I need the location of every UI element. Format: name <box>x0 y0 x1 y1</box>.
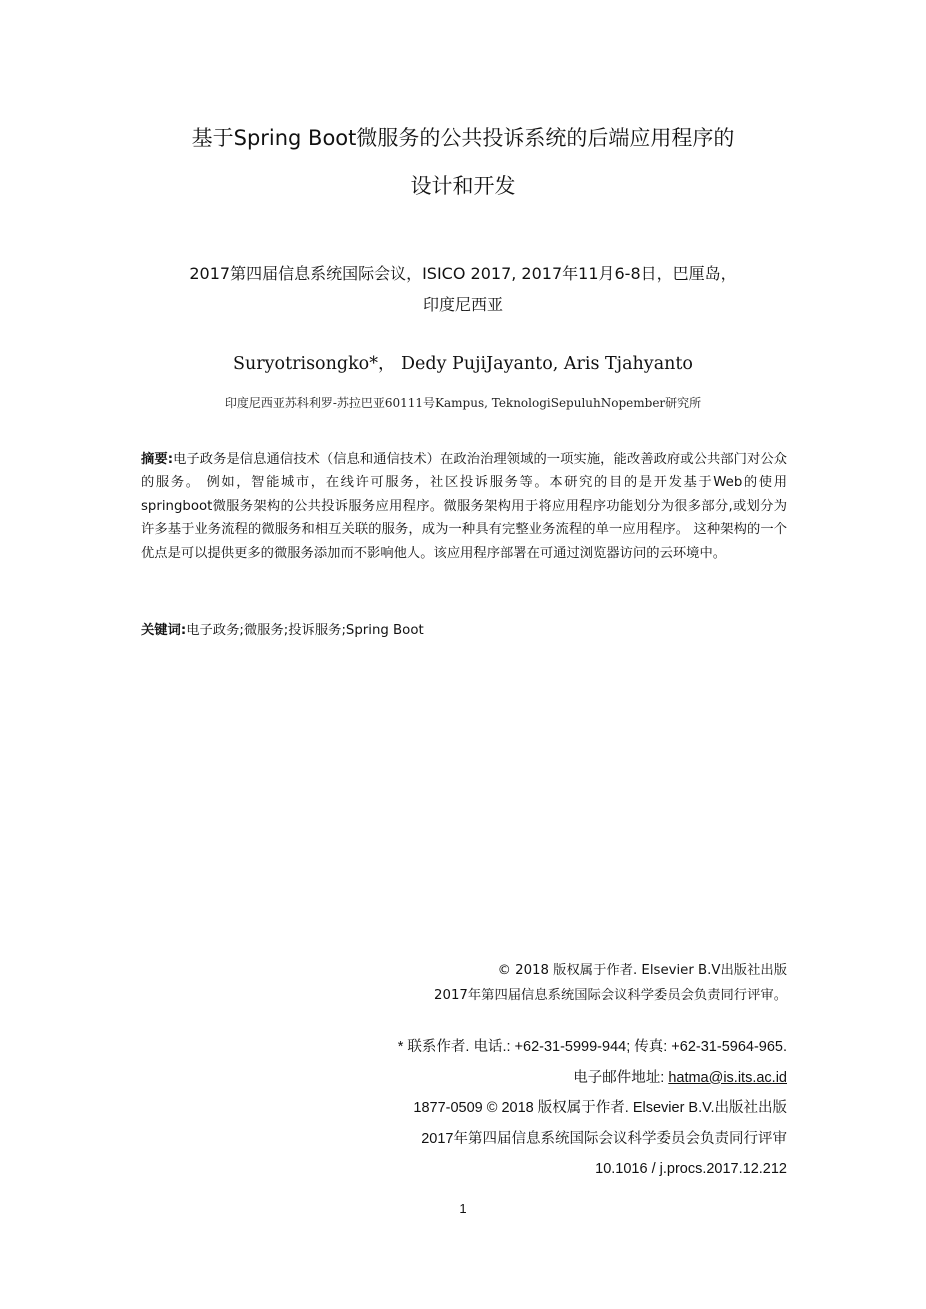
title-line-2: 设计和开发 <box>410 174 516 198</box>
contact-phone-fax: * 联系作者. 电话.: +62-31-5999-944; 传真: +62-31-5964-965. <box>397 1039 787 1055</box>
copyright-block <box>267 958 787 1008</box>
issn-copyright: 1877-0509 © 2018 版权属于作者. Elsevier B.V.出版社出版 <box>413 1100 787 1116</box>
peer-review-note: 2017年第四届信息系统国际会议科学委员会负责同行评审 <box>421 1130 787 1147</box>
doi: 10.1016 / j.procs.2017.12.212 <box>595 1161 787 1177</box>
keywords-label: 关键词: <box>141 623 187 638</box>
conference-line-1: 2017第四届信息系统国际会议，ISICO 2017, 2017年11月6-8日，巴厘岛， <box>189 264 737 283</box>
keywords <box>141 619 787 642</box>
keywords-text: 电子政务;微服务;投诉服务;Spring Boot <box>186 623 424 638</box>
title-line-1: 基于Spring Boot微服务的公共投诉系统的后端应用程序的 <box>191 126 735 150</box>
contact-footnote <box>227 1032 787 1185</box>
abstract-label: 摘要: <box>141 452 174 467</box>
email-link[interactable]: hatma@is.its.ac.id <box>668 1069 787 1086</box>
contact-email-line <box>227 1063 787 1094</box>
conference-line-2: 印度尼西亚 <box>422 295 503 314</box>
copyright-line-2: 2017年第四届信息系统国际会议科学委员会负责同行评审。 <box>434 988 787 1003</box>
page-number: 1 <box>459 1201 467 1216</box>
author-list: Suryotrisongko*， Dedy PujiJayanto, Aris Tjahyanto <box>233 354 693 374</box>
conference-info <box>120 258 806 320</box>
affiliation: 印度尼西亚苏科利罗-苏拉巴亚60111号Kampus, TeknologiSepuluhNopember研究所 <box>224 396 702 410</box>
copyright-line-1: © 2018 版权属于作者. Elsevier B.V出版社出版 <box>497 963 787 978</box>
abstract-text: 电子政务是信息通信技术（信息和通信技术）在政治治理领域的一项实施，能改善政府或公共部门对公众的服务。 例如，智能城市，在线许可服务，社区投诉服务等。本研究的目的是开发基于Web的使用springboot微服务架构的公共投诉服务应用程序。微服务架构用于将应用程序功能划分为很多部分,或划分为许多基于业务流程的微服务和相互关联的服务，成为一种具有完整业务流程的单一应用程序。 这种架构的一个优点是可以提供更多的微服务添加而不影响他人。该应用程序部署在可通过浏览器访问的云环境中。 <box>141 452 787 561</box>
email-label: 电子邮件地址: <box>573 1069 669 1086</box>
paper-title <box>120 114 806 210</box>
abstract <box>141 448 787 565</box>
